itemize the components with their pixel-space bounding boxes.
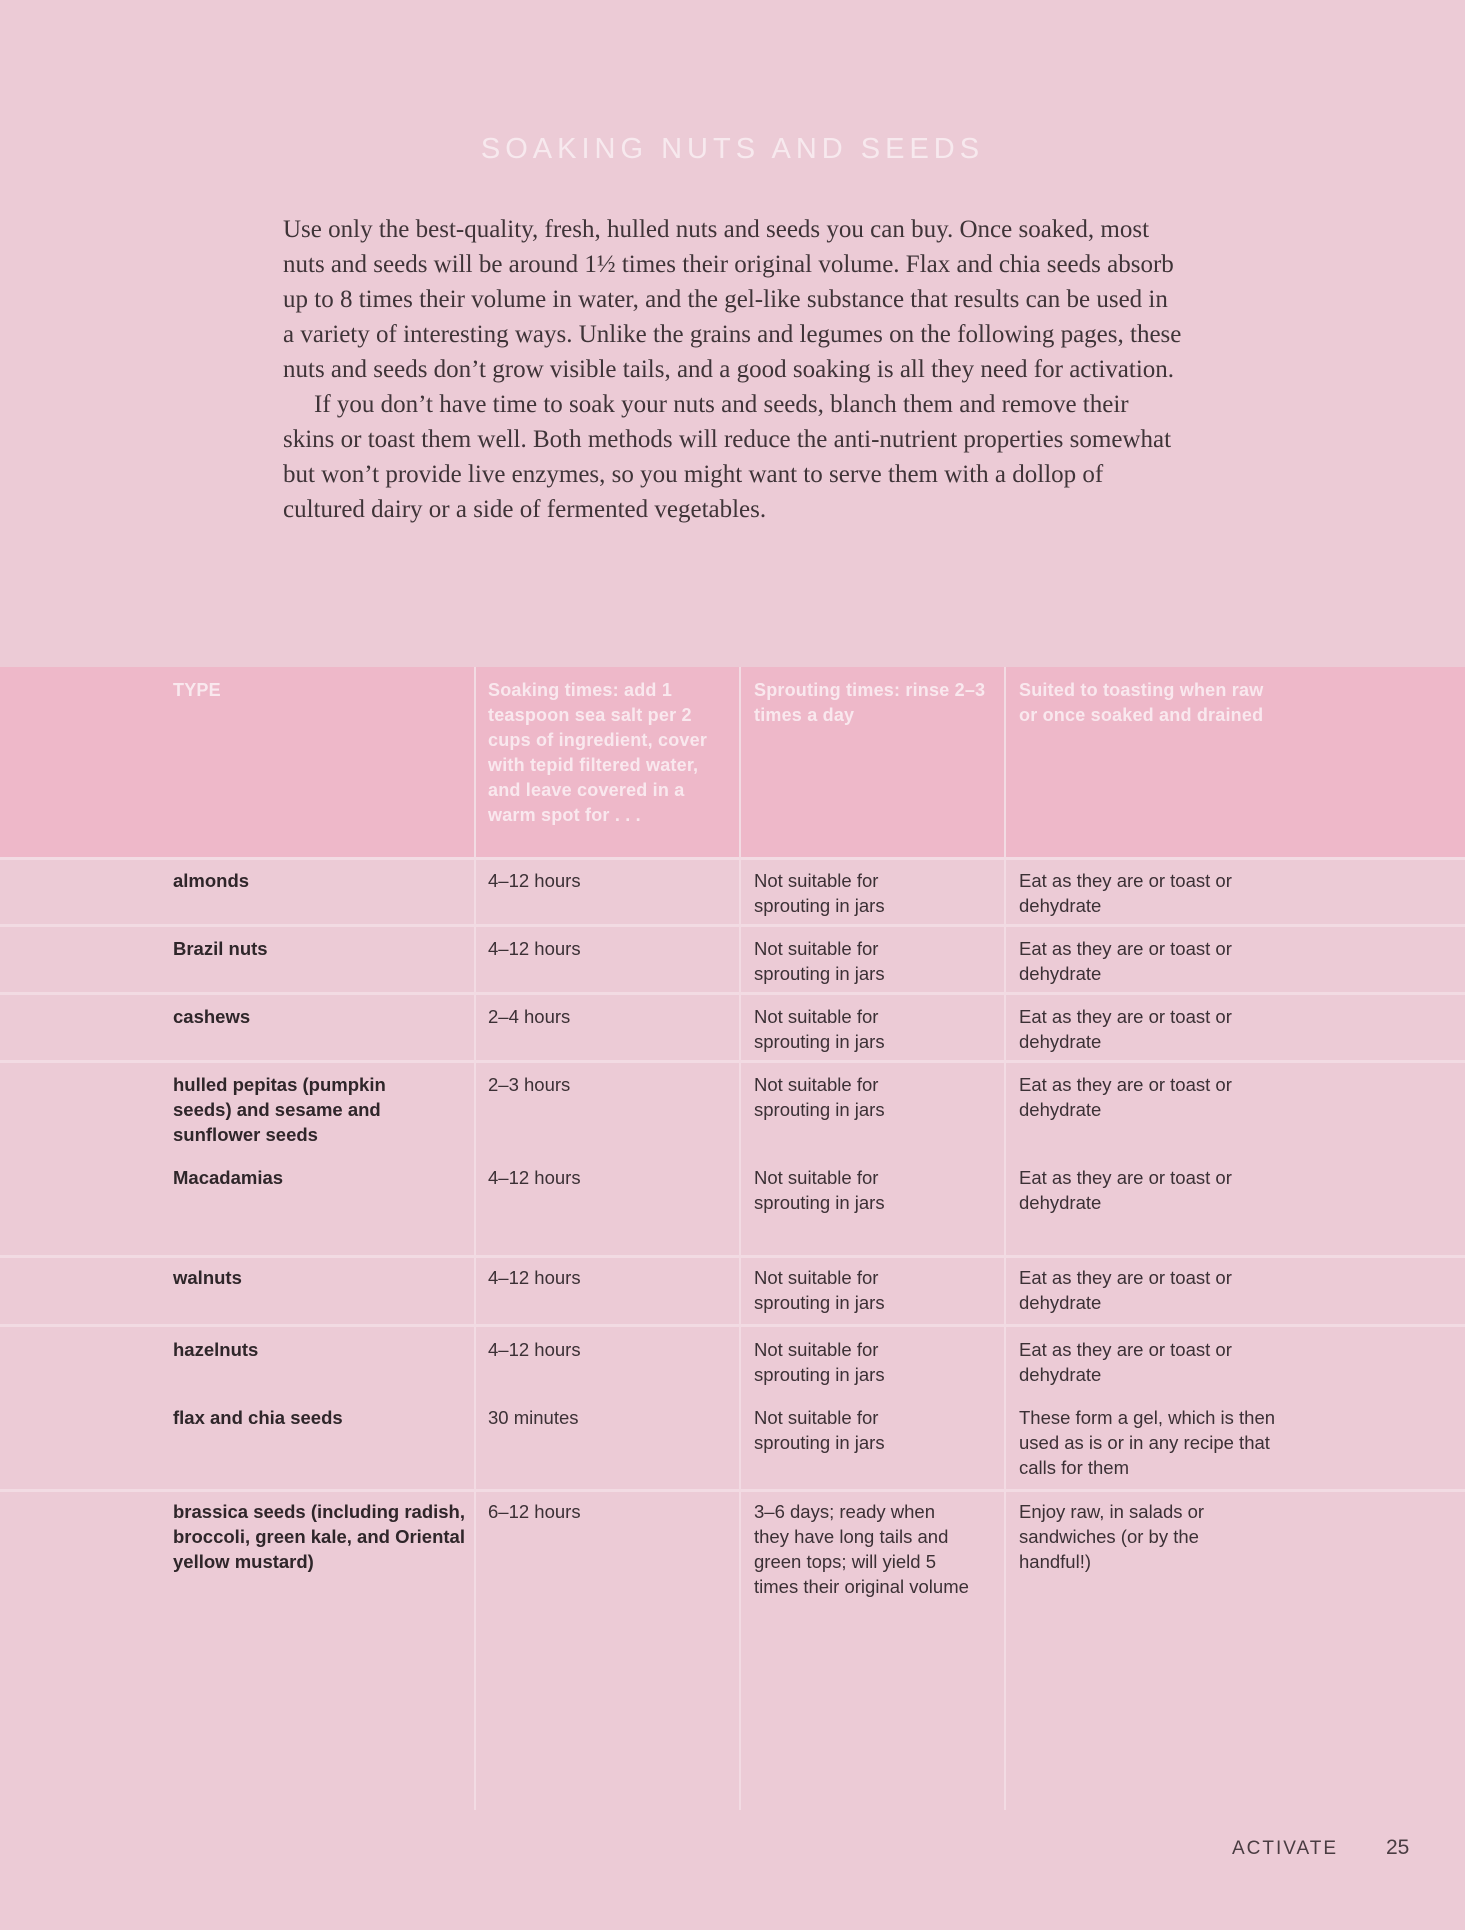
row-divider xyxy=(0,1324,1465,1327)
intro-paragraph: Use only the best-quality, fresh, hulled nuts and seeds you can buy. Once soaked, most nuts and seeds will be around 1½ times their original volume. Flax and chia seeds absorb up to 8 times their volume in water, and the gel-like substance that results can be used in a variety of interesting ways. Unlike the grains and legumes on the following pages, these nuts and seeds don’t grow visible tails, and a good soaking is all they need for activation. xyxy=(283,216,1182,383)
row-soak-time: 2–4 hours xyxy=(488,1006,571,1027)
row-soak-time: 6–12 hours xyxy=(488,1501,581,1522)
column-divider xyxy=(739,667,741,1810)
header-toasting: Suited to toasting when raw or once soaked and drained xyxy=(1019,680,1264,725)
soaking-table xyxy=(0,667,1465,1810)
header-soaking-times: Soaking times: add 1 teaspoon sea salt per 2 cups of ingredient, cover with tepid filtered water, and leave covered in a warm spot for . . . xyxy=(488,680,708,825)
row-toasting: These form a gel, which is then used as is or in any recipe that calls for them xyxy=(1019,1407,1276,1478)
row-soak-time: 4–12 hours xyxy=(488,1167,581,1188)
row-divider xyxy=(0,1060,1465,1063)
row-soak-time: 2–3 hours xyxy=(488,1074,571,1095)
row-type: almonds xyxy=(173,870,250,891)
row-toasting: Eat as they are or toast or dehydrate xyxy=(1019,938,1232,984)
column-divider xyxy=(474,667,476,1810)
row-soak-time: 4–12 hours xyxy=(488,1267,581,1288)
row-type: hulled pepitas (pumpkin seeds) and sesame and sunflower seeds xyxy=(173,1074,386,1145)
row-type: Brazil nuts xyxy=(173,938,268,959)
row-sprout-time: Not suitable for sprouting in jars xyxy=(754,938,885,984)
row-sprout-time: Not suitable for sprouting in jars xyxy=(754,1006,885,1052)
row-sprout-time: 3–6 days; ready when they have long tails and green tops; will yield 5 times their original volume xyxy=(754,1501,969,1597)
row-sprout-time: Not suitable for sprouting in jars xyxy=(754,1407,885,1453)
row-type: hazelnuts xyxy=(173,1339,259,1360)
footer-section-label: ACTIVATE xyxy=(1232,1838,1339,1859)
intro-text xyxy=(283,212,1183,527)
row-sprout-time: Not suitable for sprouting in jars xyxy=(754,1267,885,1313)
row-divider xyxy=(0,1489,1465,1492)
row-soak-time: 4–12 hours xyxy=(488,1339,581,1360)
row-type: walnuts xyxy=(173,1267,242,1288)
row-sprout-time: Not suitable for sprouting in jars xyxy=(754,870,885,916)
row-soak-time: 4–12 hours xyxy=(488,870,581,891)
row-toasting: Eat as they are or toast or dehydrate xyxy=(1019,1267,1232,1313)
row-type: cashews xyxy=(173,1006,251,1027)
row-divider xyxy=(0,1255,1465,1258)
row-type: flax and chia seeds xyxy=(173,1407,343,1428)
row-type: Macadamias xyxy=(173,1167,284,1188)
header-type: TYPE xyxy=(173,680,221,700)
row-toasting: Eat as they are or toast or dehydrate xyxy=(1019,1074,1232,1120)
row-soak-time: 30 minutes xyxy=(488,1407,579,1428)
row-toasting: Eat as they are or toast or dehydrate xyxy=(1019,1339,1232,1385)
header-sprouting-times: Sprouting times: rinse 2–3 times a day xyxy=(754,680,986,725)
column-divider xyxy=(1004,667,1006,1810)
page-heading: SOAKING NUTS AND SEEDS xyxy=(480,133,985,165)
intro-paragraph: If you don’t have time to soak your nuts and seeds, blanch them and remove their skins or toast them well. Both methods will reduce the anti-nutrient properties somewhat but won’t provide live enzymes, so you might want to serve them with a dollop of cultured dairy or a side of fermented vegetables. xyxy=(283,391,1172,523)
row-toasting: Enjoy raw, in salads or sandwiches (or by the handful!) xyxy=(1019,1501,1205,1572)
row-divider xyxy=(0,992,1465,995)
row-sprout-time: Not suitable for sprouting in jars xyxy=(754,1074,885,1120)
row-type: brassica seeds (including radish, broccoli, green kale, and Oriental yellow mustard) xyxy=(173,1501,465,1572)
row-divider xyxy=(0,924,1465,927)
row-divider xyxy=(0,857,1465,860)
row-sprout-time: Not suitable for sprouting in jars xyxy=(754,1167,885,1213)
row-toasting: Eat as they are or toast or dehydrate xyxy=(1019,870,1232,916)
row-sprout-time: Not suitable for sprouting in jars xyxy=(754,1339,885,1385)
page-number: 25 xyxy=(1386,1836,1410,1859)
row-toasting: Eat as they are or toast or dehydrate xyxy=(1019,1167,1232,1213)
row-soak-time: 4–12 hours xyxy=(488,938,581,959)
row-toasting: Eat as they are or toast or dehydrate xyxy=(1019,1006,1232,1052)
